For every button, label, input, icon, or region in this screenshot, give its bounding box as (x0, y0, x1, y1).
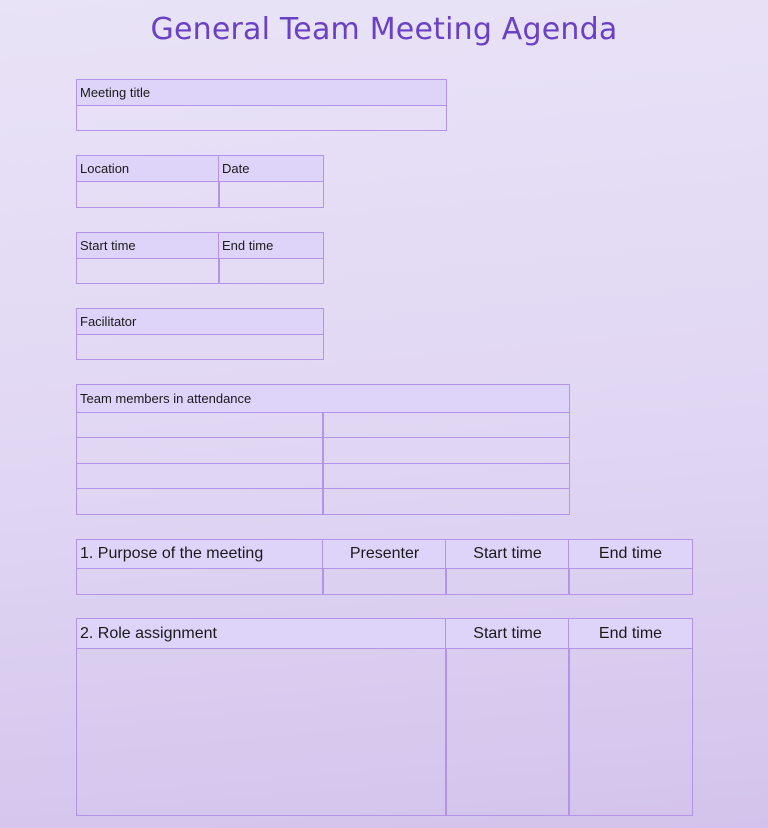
date-field[interactable] (218, 181, 324, 208)
attendance-cell[interactable] (322, 437, 570, 464)
attendance-cell[interactable] (322, 463, 570, 489)
end-time-field[interactable] (218, 258, 324, 284)
purpose-start-time-label: Start time (445, 539, 570, 569)
attendance-cell[interactable] (322, 488, 570, 515)
purpose-end-time-label: End time (568, 539, 693, 569)
attendance-cell[interactable] (76, 463, 324, 489)
start-time-field[interactable] (76, 258, 220, 284)
purpose-end-time-field[interactable] (568, 568, 693, 595)
end-time-label: End time (218, 232, 324, 259)
facilitator-field[interactable] (76, 334, 324, 360)
purpose-field[interactable] (76, 568, 324, 595)
date-label: Date (218, 155, 324, 182)
role-end-time-field[interactable] (568, 648, 693, 816)
meeting-title-field[interactable] (76, 105, 447, 131)
meeting-title-label: Meeting title (76, 79, 447, 106)
attendance-cell[interactable] (76, 488, 324, 515)
purpose-start-time-field[interactable] (445, 568, 570, 595)
attendance-cell[interactable] (76, 437, 324, 464)
attendance-cell[interactable] (76, 412, 324, 438)
role-end-time-label: End time (568, 618, 693, 649)
location-field[interactable] (76, 181, 220, 208)
purpose-presenter-field[interactable] (322, 568, 447, 595)
attendance-cell[interactable] (322, 412, 570, 438)
role-start-time-field[interactable] (445, 648, 570, 816)
role-start-time-label: Start time (445, 618, 570, 649)
purpose-presenter-label: Presenter (322, 539, 447, 569)
page-title: General Team Meeting Agenda (150, 12, 618, 47)
location-label: Location (76, 155, 220, 182)
start-time-label: Start time (76, 232, 220, 259)
role-assignment-field[interactable] (76, 648, 447, 816)
purpose-heading: 1. Purpose of the meeting (76, 539, 324, 569)
role-assignment-heading: 2. Role assignment (76, 618, 447, 649)
facilitator-label: Facilitator (76, 308, 324, 335)
attendance-label: Team members in attendance (76, 384, 570, 413)
